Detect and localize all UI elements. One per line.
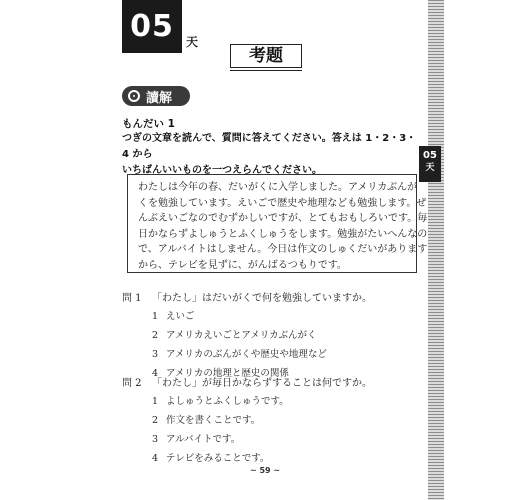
day-number-badge bbox=[122, 0, 182, 53]
side-tab-number: 05 bbox=[423, 150, 437, 161]
question-1 bbox=[122, 292, 372, 382]
question-number: 問 1 bbox=[122, 293, 142, 304]
instruction-line: いちばんいいものを一つえらんでください。 bbox=[122, 165, 322, 176]
option-number: 3 bbox=[152, 434, 159, 445]
answer-option bbox=[152, 310, 372, 325]
instruction-line: つぎの文章を読んで、質問に答えてください。答えは 1・2・3・4 から bbox=[122, 133, 417, 160]
answer-option bbox=[152, 452, 372, 467]
option-text: アルバイトです。 bbox=[166, 434, 241, 445]
answer-option bbox=[152, 329, 372, 344]
option-number: 2 bbox=[152, 415, 159, 426]
passage-line: 日かならずよしゅうとふくしゅうをします。勉強がたいへんなの bbox=[138, 228, 428, 240]
option-text: よしゅうとふくしゅうです。 bbox=[166, 396, 289, 407]
section-badge bbox=[122, 86, 190, 106]
section-label: 讀解 bbox=[146, 90, 173, 106]
question-number: 問 2 bbox=[122, 378, 142, 389]
question-set-heading: もんだい 1 bbox=[122, 118, 175, 130]
passage-line: から、テレビを見ずに、がんばるつもりです。 bbox=[138, 259, 347, 271]
chapter-side-tab bbox=[419, 146, 441, 182]
answer-option bbox=[152, 433, 372, 448]
option-number: 3 bbox=[152, 349, 159, 360]
option-text: テレビをみることです。 bbox=[166, 453, 270, 464]
option-text: アメリカえいごとアメリカぶんがく bbox=[166, 330, 317, 341]
question-2 bbox=[122, 377, 372, 467]
question-stem: 「わたし」が毎日かならずすることは何ですか。 bbox=[152, 378, 372, 389]
option-number: 1 bbox=[152, 311, 159, 322]
page-edge-stripes bbox=[428, 0, 444, 500]
option-text: えいご bbox=[166, 311, 195, 322]
reading-circle-icon bbox=[128, 90, 140, 102]
option-number: 4 bbox=[152, 368, 159, 379]
side-tab-kanji: 天 bbox=[425, 163, 435, 173]
option-number: 2 bbox=[152, 330, 159, 341]
passage-line: わたしは今年の春、だいがくに入学しました。アメリカぶんが bbox=[138, 182, 418, 193]
passage-line: で、アルバイトはしません。今日は作文のしゅくだいがあります bbox=[138, 244, 428, 255]
instructions bbox=[122, 131, 422, 179]
passage-line: んぶえいごなのでむずかしいですが、とてもおもしろいです。毎 bbox=[138, 213, 428, 224]
title-underline bbox=[230, 70, 302, 71]
option-text: アメリカの地理と歴史の関係 bbox=[166, 368, 289, 379]
option-number: 4 bbox=[152, 453, 159, 464]
option-text: 作文を書くことです。 bbox=[166, 415, 261, 426]
page-number: ~ 59 ~ bbox=[250, 466, 281, 475]
answer-option bbox=[152, 395, 372, 410]
day-number: 05 bbox=[130, 9, 174, 44]
page-title: 考题 bbox=[230, 44, 302, 68]
answer-option bbox=[152, 414, 372, 429]
reading-passage bbox=[127, 174, 428, 273]
passage-line: くを勉強しています。えいごで歴史や地理なども勉強します。ぜ bbox=[138, 197, 427, 209]
question-stem: 「わたし」はだいがくで何を勉強していますか。 bbox=[152, 293, 372, 304]
day-kanji-label: 天 bbox=[186, 35, 199, 49]
option-text: アメリカのぶんがくや歴史や地理など bbox=[166, 349, 327, 360]
option-number: 1 bbox=[152, 396, 159, 407]
answer-option bbox=[152, 348, 372, 363]
